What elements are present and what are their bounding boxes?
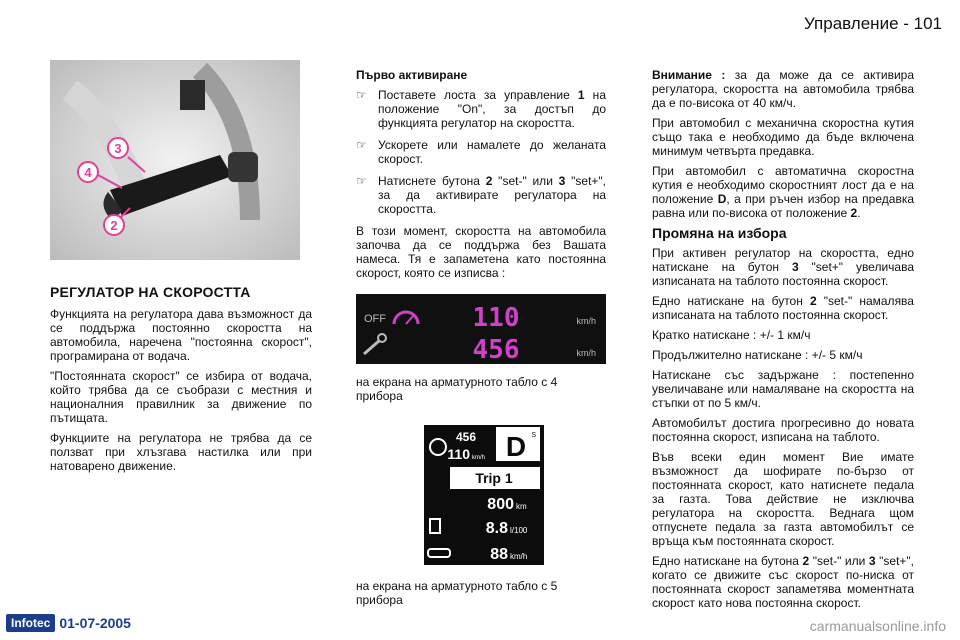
lcd5-trip: Trip 1	[475, 470, 513, 486]
change-selection-title: Промяна на избора	[652, 225, 787, 241]
callout-3-label: 3	[114, 141, 122, 156]
lcd5-odometer: 456	[455, 430, 476, 444]
lcd5-speed: 110	[447, 446, 470, 462]
hand-pointer-icon: ☞	[356, 88, 367, 102]
footer-date: 01-07-2005	[59, 615, 131, 631]
intro-paragraph: Функцията на регулатора дава възможност да се поддържа постоянно скоростта на автомобила, наречена "постоянна скорост", програмирана от водача.	[50, 307, 312, 363]
memorize-paragraph: Едно натискане на бутона 2 "set-" или 3 "set+", когато се движите със скорост по-ниска от постоянната скорост запаметява моментната скорост като нова постоянна скорост.	[652, 554, 914, 610]
step-1: ☞ Поставете лоста за управление 1 на положение "On", за достъп до функцията регулатор на скоростта.	[356, 88, 606, 130]
lcd-4-instrument-display	[356, 294, 606, 364]
memorized-speed-paragraph: В този момент, скоростта на автомобила започва да се поддържа без Вашата намеса. Тя е запаметена като постоянна скорост, която се изписва :	[356, 224, 606, 280]
infotec-logo: Infotec	[6, 614, 55, 632]
lcd-unit-top: km/h	[576, 316, 596, 326]
callout-4-label: 4	[84, 165, 92, 180]
lcd-odometer: 456	[472, 335, 520, 364]
cruise-control-stalk-photo	[50, 60, 300, 260]
manual-gearbox-paragraph: При автомобил с механична скоростна кутия също така е необходимо да бъде включена минимум четвърта предавка.	[652, 116, 914, 158]
lcd5-distance-unit: km	[516, 502, 527, 511]
lcd5-gear-sup: S	[531, 432, 536, 439]
progressive-paragraph: Автомобилът достига прогресивно до новата постоянна скорост, изписана на таблото.	[652, 416, 914, 444]
lcd5-avg-speed: 88	[490, 546, 508, 563]
lcd-5-instrument-display	[424, 425, 544, 565]
section-title: РЕГУЛАТОР НА СКОРОСТТА	[50, 284, 251, 300]
step-2: ☞ Ускорете или намалете до желаната скорост.	[356, 138, 606, 166]
warning-paragraph: Функциите на регулатора не трябва да се ползват при хлъзгава настилка или при натоварено движение.	[50, 431, 312, 473]
hand-pointer-icon: ☞	[356, 174, 367, 188]
hand-pointer-icon: ☞	[356, 138, 367, 152]
press-hold-paragraph: Натискане със задържане : постепенно увеличаване или намаляване на скоростта на стъпки от по 5 км/ч.	[652, 368, 914, 410]
column-left	[50, 60, 312, 479]
column-right	[652, 68, 914, 616]
decrease-paragraph: Едно натискане на бутон 2 "set-" намалява изписаната на таблото постоянна скорост.	[652, 294, 914, 322]
footer	[6, 614, 131, 632]
lcd-off-label: OFF	[364, 313, 386, 325]
attention-note: Внимание : за да може да се активира регулатора, скоростта на автомобила трябва да е по-висока от 40 км/ч.	[652, 68, 914, 110]
lcd-cruise-speed: 110	[472, 303, 520, 333]
lcd5-avg-speed-unit: km/h	[510, 552, 528, 561]
lcd-unit-bottom: km/h	[576, 348, 596, 358]
first-activation-title: Първо активиране	[356, 68, 468, 82]
increase-paragraph: При активен регулатор на скоростта, едно натискане на бутон 3 "set+" увеличава изписаната на таблото постоянна скорост.	[652, 246, 914, 288]
step-3: ☞ Натиснете бутона 2 "set-" или 3 "set+", за да активирате регулатора на скоростта.	[356, 174, 607, 216]
lcd-5-caption: на екрана на арматурното табло с 5 прибора	[356, 579, 558, 607]
callout-2-label: 2	[110, 218, 118, 233]
accelerator-paragraph: Във всеки един момент Вие имате възможност да шофирате по-бързо от постоянната скорост, като натиснете педала за газта. Това действие не изключва регулатора на скоростта. Веднага щом отпуснете педала за газта автомобилът се връща към постоянната скорост.	[652, 450, 914, 548]
automatic-gearbox-paragraph: При автомобил с автоматична скоростна кутия е необходимо скоростният лост да е на положение D, а при ръчен избор на предавка равна или по-висока от положение 2.	[652, 164, 915, 220]
lcd-4-caption: на екрана на арматурното табло с 4 прибора	[356, 375, 558, 403]
long-press-line: Продължително натискане : +/- 5 км/ч	[652, 348, 863, 362]
constant-speed-paragraph: "Постоянната скорост" се избира от водача, който трябва да се съобрази с местния и националния правилник за движение по пътищата.	[50, 369, 312, 425]
lcd5-consumption-unit: l/100	[510, 526, 528, 535]
lcd5-gear: D	[505, 431, 527, 462]
short-press-line: Кратко натискане : +/- 1 км/ч	[652, 328, 811, 342]
column-middle	[356, 68, 606, 611]
watermark: carmanualsonline.info	[809, 618, 946, 634]
lcd5-speed-unit: km/h	[472, 455, 486, 461]
lcd5-consumption: 8.8	[485, 520, 508, 537]
page-header: Управление - 101	[804, 14, 942, 33]
lcd5-distance: 800	[487, 496, 514, 513]
